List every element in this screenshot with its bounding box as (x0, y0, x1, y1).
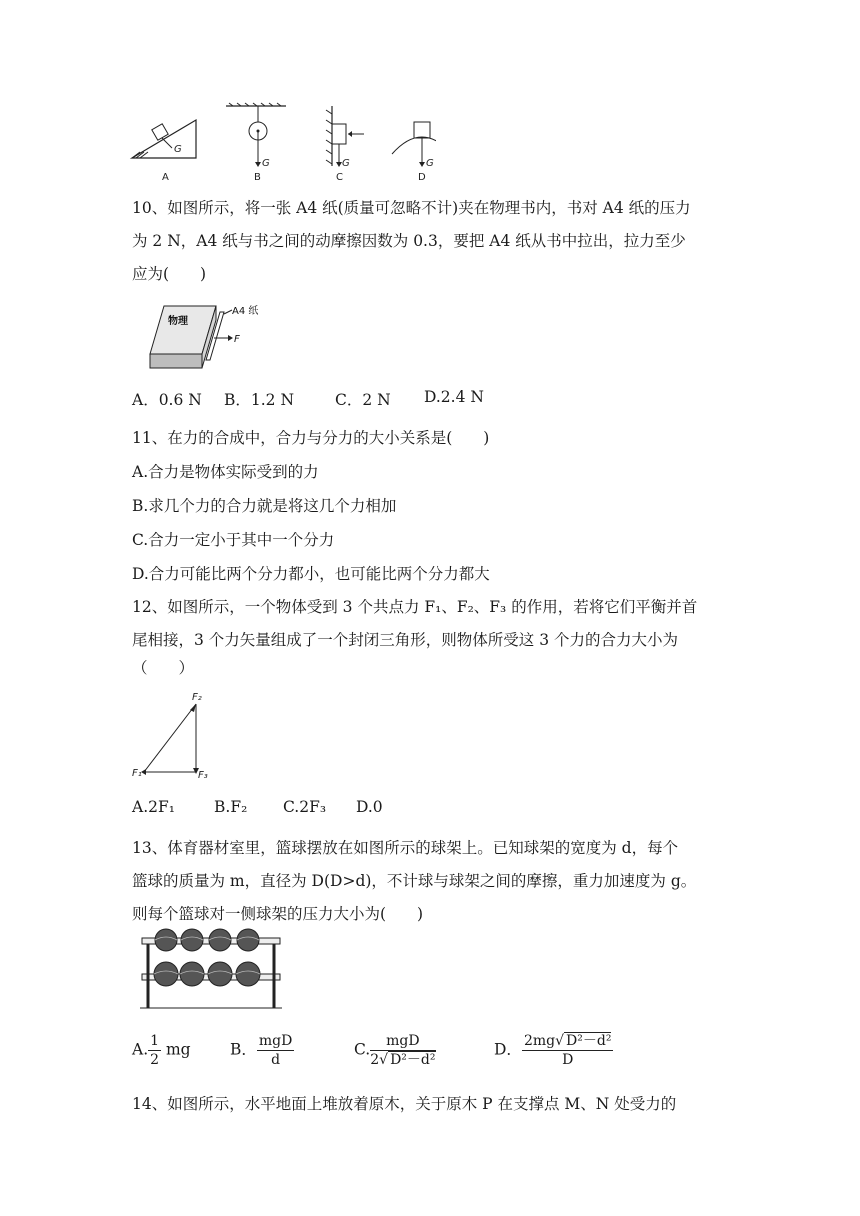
diagram-c (326, 106, 364, 183)
q13-line-3: 则每个篮球对一侧球架的压力大小为( ) (132, 905, 424, 923)
q11-stem: 11、在力的合成中，合力与分力的大小关系是( ) (132, 429, 490, 447)
q10-line-2: 为 2 N，A4 纸与书之间的动摩擦因数为 0.3，要把 A4 纸从书中拉出，拉力至少 (132, 232, 686, 250)
basketball-rack-figure (136, 928, 286, 1010)
book-paper-figure (140, 300, 270, 378)
q10-option-b[interactable]: B．1.2 N (224, 391, 295, 409)
q10-option-d[interactable]: D.2.4 N (424, 388, 484, 406)
q13-option-d[interactable]: D． $\frac{\text{2mg√ D²－d²}}{D}$ (494, 1033, 612, 1068)
svg-text:G: G (262, 158, 270, 169)
svg-text:G: G (342, 158, 350, 169)
diagram-b (226, 103, 286, 183)
q12-line-1: 12、如图所示，一个物体受到 3 个共点力 F₁、F₂、F₃ 的作用，若将它们平衡并首 (132, 598, 698, 616)
svg-text:C: C (336, 172, 343, 183)
q11-option-a[interactable]: A.合力是物体实际受到的力 (132, 463, 319, 481)
q13-line-1: 13、体育器材室里，篮球摆放在如图所示的球架上。已知球架的宽度为 d，每个 (132, 839, 679, 857)
svg-text:D: D (418, 172, 426, 183)
svg-text:F₂: F₂ (192, 692, 202, 703)
q13-line-2: 篮球的质量为 m，直径为 D(D>d)，不计球与球架之间的摩擦，重力加速度为 g。 (132, 872, 697, 890)
q12-line-2: 尾相接，3 个力矢量组成了一个封闭三角形，则物体所受这 3 个力的合力大小为 (132, 631, 679, 649)
q13-option-c[interactable]: C. $\frac{\text{mgD}}{\text{2√ D²－d²}}$ (354, 1033, 436, 1068)
diagram-a (132, 120, 196, 183)
q11-option-c[interactable]: C.合力一定小于其中一个分力 (132, 531, 335, 549)
q10-option-a[interactable]: A．0.6 N (132, 391, 202, 409)
force-triangle-figure (130, 690, 220, 782)
q11-option-d[interactable]: D.合力可能比两个分力都小，也可能比两个分力都大 (132, 565, 490, 583)
q10-line-3: 应为( ) (132, 265, 207, 283)
svg-text:A: A (162, 172, 169, 183)
svg-text:F: F (234, 334, 240, 345)
q11-option-b[interactable]: B.求几个力的合力就是将这几个力相加 (132, 497, 397, 515)
svg-text:B: B (254, 172, 261, 183)
diagram-d (392, 122, 436, 183)
svg-text:物理: 物理 (168, 316, 188, 327)
q12-option-d[interactable]: D.0 (356, 798, 383, 816)
q10-line-1: 10、如图所示，将一张 A4 纸(质量可忽略不计)夹在物理书内，书对 A4 纸的压力 (132, 199, 691, 217)
q12-line-3: （ ） (132, 659, 195, 677)
q10-option-c[interactable]: C．2 N (335, 391, 391, 409)
q14-line-1: 14、如图所示，水平地面上堆放着原木，关于原木 P 在支撑点 M、N 处受力的 (132, 1095, 677, 1113)
svg-text:F₁: F₁ (132, 768, 142, 779)
svg-text:G: G (174, 144, 182, 155)
q12-option-c[interactable]: C.2F₃ (283, 798, 327, 816)
q12-option-b[interactable]: B.F₂ (214, 798, 248, 816)
q13-option-a[interactable]: A. $\frac{1}{2}$ mg (132, 1033, 191, 1068)
q13-option-b[interactable]: B． $\frac{\text{mgD}}{d}$ (230, 1033, 293, 1068)
svg-text:G: G (426, 158, 434, 169)
svg-text:F₃: F₃ (198, 770, 208, 781)
force-diagrams-abcd (126, 100, 436, 190)
q12-option-a[interactable]: A.2F₁ (132, 798, 175, 816)
svg-text:A4 纸: A4 纸 (232, 306, 259, 317)
